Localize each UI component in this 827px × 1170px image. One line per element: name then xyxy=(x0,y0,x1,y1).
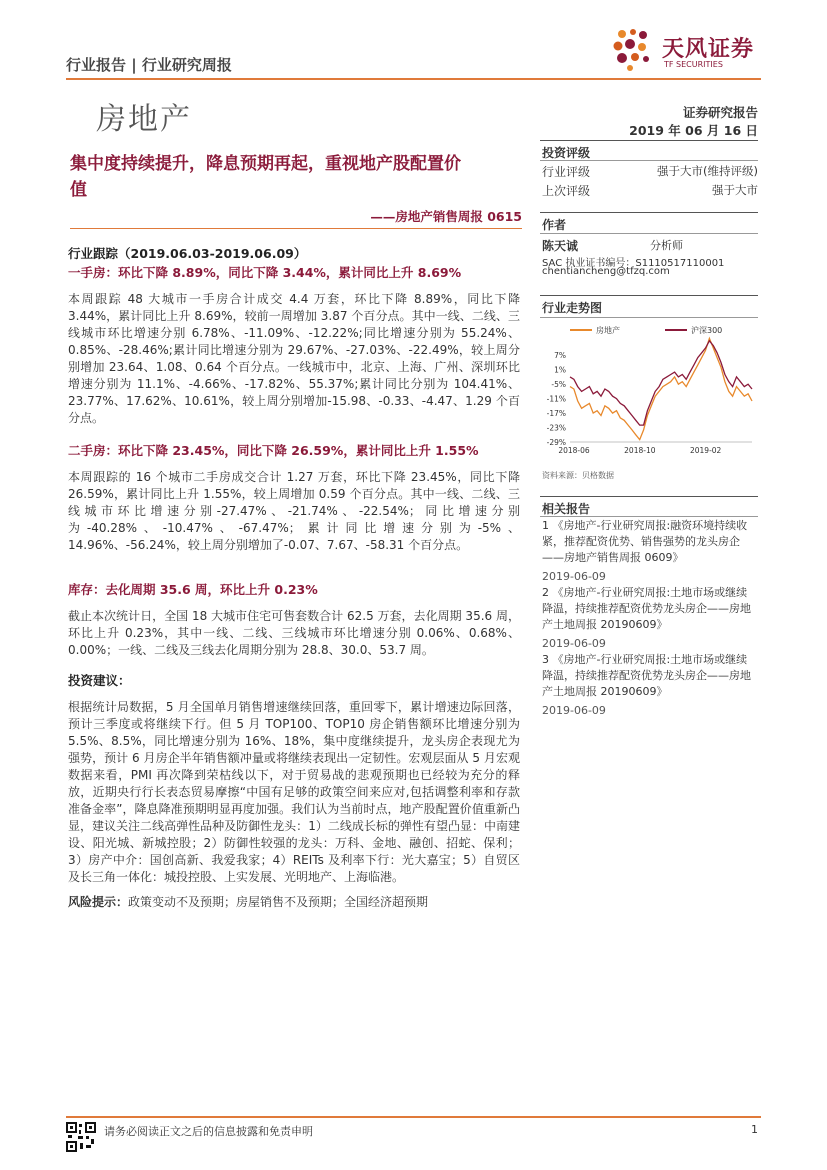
section-title-new-homes: 一手房：环比下降 8.89%，同比下降 3.44%，累计同比上升 8.69% xyxy=(68,265,462,280)
main-body xyxy=(68,244,520,911)
section-text-inventory: 截止本次统计日，全国 18 大城市住宅可售套数合计 62.5 万套，去化周期 35.6 周，环比上升 0.23%，其中一线、二线、三线城市环比增速分别 0.06%、0.68%、0.00%；一线、二线及三线去化周期分别为 28.8、30.0、53.7 周。 xyxy=(68,609,520,657)
rule xyxy=(540,160,758,161)
rule xyxy=(540,295,758,296)
report-date: 2019 年 06 月 16 日 xyxy=(629,123,758,138)
related-item-title[interactable]: 2 《房地产-行业研究周报:土地市场或继续降温，持续推荐配资优势龙头房企——房地产土地周报 20190609》 xyxy=(542,586,751,631)
rule xyxy=(540,516,758,517)
y-tick-label: -23% xyxy=(546,423,566,433)
brand-name: 天风证券 xyxy=(662,37,755,62)
risk-label: 风险提示： xyxy=(68,895,129,909)
industry-rating-value: 强于大市(维持评级) xyxy=(657,164,758,178)
headline-line1: 集中度持续提升，降息预期再起，重视地产股配置价 xyxy=(70,154,461,174)
related-item-date: 2019-06-09 xyxy=(542,637,606,650)
y-tick-label: -17% xyxy=(546,409,566,419)
y-tick-label: 1% xyxy=(554,365,566,375)
y-tick-label: -29% xyxy=(546,438,566,447)
rule xyxy=(540,140,758,141)
risk-note xyxy=(68,894,520,911)
brand-name-en: TF SECURITIES xyxy=(664,60,723,69)
tracking-title: 行业跟踪（2019.06.03-2019.06.09） xyxy=(68,246,307,261)
trend-chart xyxy=(540,320,760,460)
headline-line2: 值 xyxy=(70,180,87,200)
section-title-inventory: 库存：去化周期 35.6 周，环比上升 0.23% xyxy=(68,582,318,597)
related-item[interactable] xyxy=(542,518,758,583)
section-text-second-hand: 本周跟踪的 16 个城市二手房成交合计 1.27 万套，环比下降 23.45%，同比下降 26.59%，累计同比上升 1.55%，较上周增加 0.59 个百分点。其中一线、二线、三线城市环比增速分别-27.47%、-21.74%、-22.54%；同比增速分别为-40.28%、-10.47%、-67.47%；累计同比增速分别为-5%、14.96%、-56.24%，较上周分别增加了-0.07、7.67、-58.31 个百分点。 xyxy=(68,470,520,552)
y-tick-label: -11% xyxy=(546,394,566,404)
author-name: 陈天诚 xyxy=(542,239,579,253)
previous-rating-label: 上次评级 xyxy=(542,184,591,198)
related-item-date: 2019-06-09 xyxy=(542,570,606,583)
author-email[interactable]: chentiancheng@tfzq.com xyxy=(542,266,670,277)
chart-source: 资料来源：贝格数据 xyxy=(542,471,614,480)
industry-title: 房地产 xyxy=(96,102,192,137)
subtitle-rule xyxy=(70,228,522,229)
footer-disclaimer: 请务必阅读正文之后的信息披露和免责申明 xyxy=(104,1125,313,1138)
footer-rule xyxy=(66,1116,761,1118)
chart-section-label: 行业走势图 xyxy=(542,301,603,315)
x-tick-label: 2018-06 xyxy=(558,446,590,455)
related-item[interactable] xyxy=(542,585,758,650)
author-section-label: 作者 xyxy=(542,218,567,232)
author-cert: SAC 执业证书编号：S1110517110001 xyxy=(542,258,725,269)
subtitle: ——房地产销售周报 0615 xyxy=(370,209,522,224)
related-item-title[interactable]: 1 《房地产-行业研究周报:融资环境持续收紧，推荐配资优势、销售强势的龙头房企——房地产销售周报 0609》 xyxy=(542,519,748,564)
header-rule xyxy=(66,78,761,80)
y-tick-label: -5% xyxy=(551,380,566,390)
author-title: 分析师 xyxy=(650,239,683,252)
breadcrumb: 行业报告 | 行业研究周报 xyxy=(66,56,232,74)
headline xyxy=(70,151,530,203)
related-item-title[interactable]: 3 《房地产-行业研究周报:土地市场或继续降温，持续推荐配资优势龙头房企——房地产土地周报 20190609》 xyxy=(542,653,751,698)
logo-mark-icon xyxy=(610,26,656,72)
y-tick-label: 7% xyxy=(554,351,566,361)
x-tick-label: 2019-02 xyxy=(689,446,722,455)
rule xyxy=(540,496,758,497)
report-type: 证券研究报告 xyxy=(682,105,758,120)
series-line xyxy=(570,341,752,425)
page-number: 1 xyxy=(751,1123,758,1136)
x-tick-label: 2018-10 xyxy=(624,446,656,455)
series-line xyxy=(570,338,752,439)
section-title-second-hand: 二手房：环比下降 23.45%，同比下降 26.59%，累计同比上升 1.55% xyxy=(68,443,479,458)
related-section-label: 相关报告 xyxy=(542,502,591,516)
rule xyxy=(540,317,758,318)
legend-label: 沪深300 xyxy=(691,326,723,335)
rating-section-label: 投资评级 xyxy=(542,146,591,160)
section-text-new-homes: 本周跟踪 48 大城市一手房合计成交 4.4 万套，环比下降 8.89%，同比下降 3.44%，累计同比上升 8.69%，较前一周增加 3.87 个百分点。其中一线、二线、三线城市环比增速分别 6.78%、-11.09%、-12.22%;同比增速分别为 55.24%、0.85%、-28.46%;累计同比增速分别为 29.67%、-27.03%、-22.49%，较上周分别增加 23.64、1.08、0.64 个百分点。一线城市中，北京、上海、广州、深圳环比增速分别为 11.1%、-4.66%、-17.82%、55.37%;累计同比分别为 104.41%、23.77%、17.62%、10.61%，较上周分别增加-15.98、-0.33、-4.47、1.29 个百分点。 xyxy=(68,292,520,425)
qr-code-icon xyxy=(66,1122,96,1152)
logo xyxy=(610,26,760,74)
industry-rating-label: 行业评级 xyxy=(542,165,591,179)
previous-rating-value: 强于大市 xyxy=(712,183,758,197)
related-item-date: 2019-06-09 xyxy=(542,704,606,717)
section-text-advice: 根据统计局数据，5 月全国单月销售增速继续回落，重回零下，累计增速边际回落，预计三季度或将继续下行。但 5 月 TOP100、TOP10 房企销售额环比增速分别为 5.5%、8.5%，同比增速分别为 16%、18%，集中度继续提升，龙头房企表现尤为强势，预计 6 月房企半年销售额冲量或将继续表现出一定韧性。宏观层面从 5 月宏观数据来看，PMI 再次降到荣枯线以下，对于贸易战的悲观预期也已经较为充分的释放，近期央行行长表态贸易摩擦“中国有足够的政策空间来应对,包括调整利率和存款准备金率”，降息降准预期明显再度加强。我们认为当前时点，地产股配置价值重新凸显，建议关注二线高弹性品种及防御性龙头：1）二线成长标的弹性有望凸显：中南建设、阳光城、新城控股；2）防御性较强的龙头：万科、金地、融创、招蛇、保利；3）房产中介：国创高新、我爱我家；4）REITs 及利率下行：光大嘉宝；5）自贸区及长三角一体化：城投控股、上实发展、光明地产、上海临港。 xyxy=(68,700,520,884)
legend-label: 房地产 xyxy=(596,326,620,335)
section-title-advice: 投资建议： xyxy=(68,673,131,688)
risk-text: 政策变动不及预期；房屋销售不及预期；全国经济超预期 xyxy=(128,895,429,909)
related-item[interactable] xyxy=(542,652,758,717)
related-list xyxy=(542,518,758,717)
rule xyxy=(540,233,758,234)
rule xyxy=(540,212,758,213)
